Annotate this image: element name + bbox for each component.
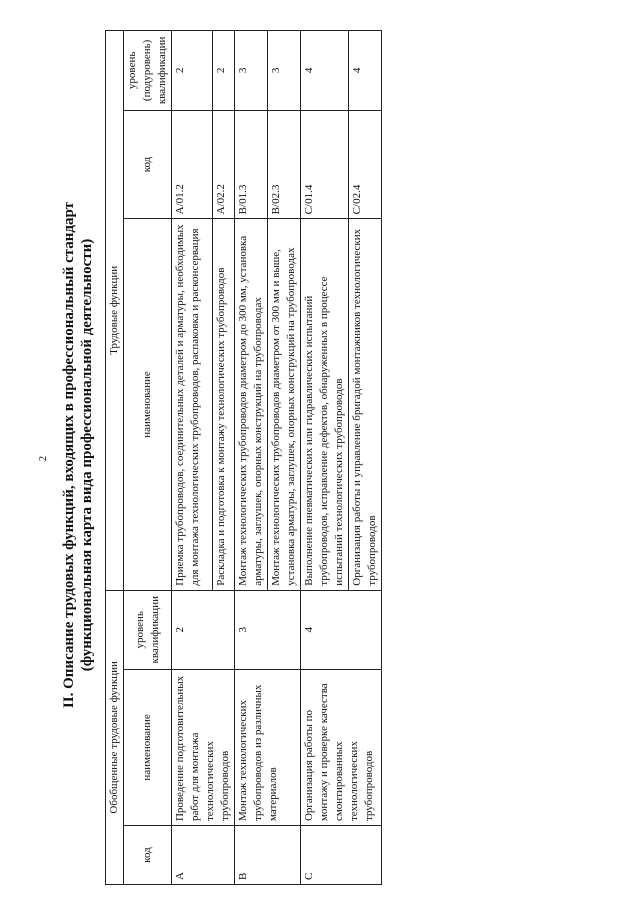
function-code: A/01.2 (172, 110, 213, 219)
header-function-level: уровень (подуровень) квалификации (124, 31, 172, 111)
function-name: Раскладка и подготовка к монтажу технологических трубопроводов (212, 219, 234, 590)
function-level: 2 (172, 31, 213, 111)
function-code: B/01.3 (235, 110, 268, 219)
group-level: 3 (235, 590, 301, 669)
header-function-code: код (124, 110, 172, 219)
function-code: A/02.2 (212, 110, 234, 219)
function-name: Монтаж технологических трубопроводов диаметром до 300 мм, установка арматуры, заглушек, опорных конструкций на трубопроводах (235, 219, 268, 590)
labor-functions-header: Трудовые функции (106, 31, 124, 591)
generalized-functions-header: Обобщенные трудовые функции (106, 590, 124, 884)
header-name: наименование (124, 669, 172, 825)
group-name: Монтаж технологических трубопроводов из различных материалов (235, 669, 301, 825)
function-name: Монтаж технологических трубопроводов диаметром от 300 мм и выше, установка арматуры, заглушек, опорных конструкций на трубопроводах (268, 219, 301, 590)
function-level: 4 (301, 31, 349, 111)
function-name: Выполнение пневматических или гидравлических испытаний трубопроводов, исправление дефектов, обнаруженных в процессе испытаний технологических трубопроводов (301, 219, 349, 590)
header-function-name: наименование (124, 219, 172, 590)
function-code: B/02.3 (268, 110, 301, 219)
document-title (60, 25, 96, 885)
group-code: C (301, 826, 382, 885)
title-line-1: II. Описание трудовых функций, входящих в профессиональный стандарт (61, 201, 77, 709)
function-name: Организация работы и управление бригадой монтажников технологических трубопроводов (349, 219, 382, 590)
function-level: 3 (235, 31, 268, 111)
header-qualification-level: уровень квалификации (124, 590, 172, 669)
header-row-1 (106, 31, 124, 885)
table-row (235, 31, 268, 885)
rotated-page-content (60, 25, 580, 885)
group-code: B (235, 826, 301, 885)
functional-map-table (105, 30, 382, 885)
group-level: 4 (301, 590, 382, 669)
header-code: код (124, 826, 172, 885)
group-level: 2 (172, 590, 235, 669)
title-line-2: (функциональная карта вида профессиональной деятельности) (79, 238, 95, 672)
function-level: 3 (268, 31, 301, 111)
table-row (301, 31, 349, 885)
header-row-2 (124, 31, 172, 885)
group-code: A (172, 826, 235, 885)
function-level: 2 (212, 31, 234, 111)
function-code: C/01.4 (301, 110, 349, 219)
function-level: 4 (349, 31, 382, 111)
function-name: Приемка трубопроводов, соединительных деталей и арматуры, необходимых для монтажа технологических трубопроводов, распаковка и расконсервация (172, 219, 213, 590)
group-name: Организация работы по монтажу и проверке качества смонтированных технологических трубопроводов (301, 669, 382, 825)
page-number: 2 (38, 456, 49, 461)
function-code: C/02.4 (349, 110, 382, 219)
group-name: Проведение подготовительных работ для монтажа технологических трубопроводов (172, 669, 235, 825)
table-row (172, 31, 213, 885)
